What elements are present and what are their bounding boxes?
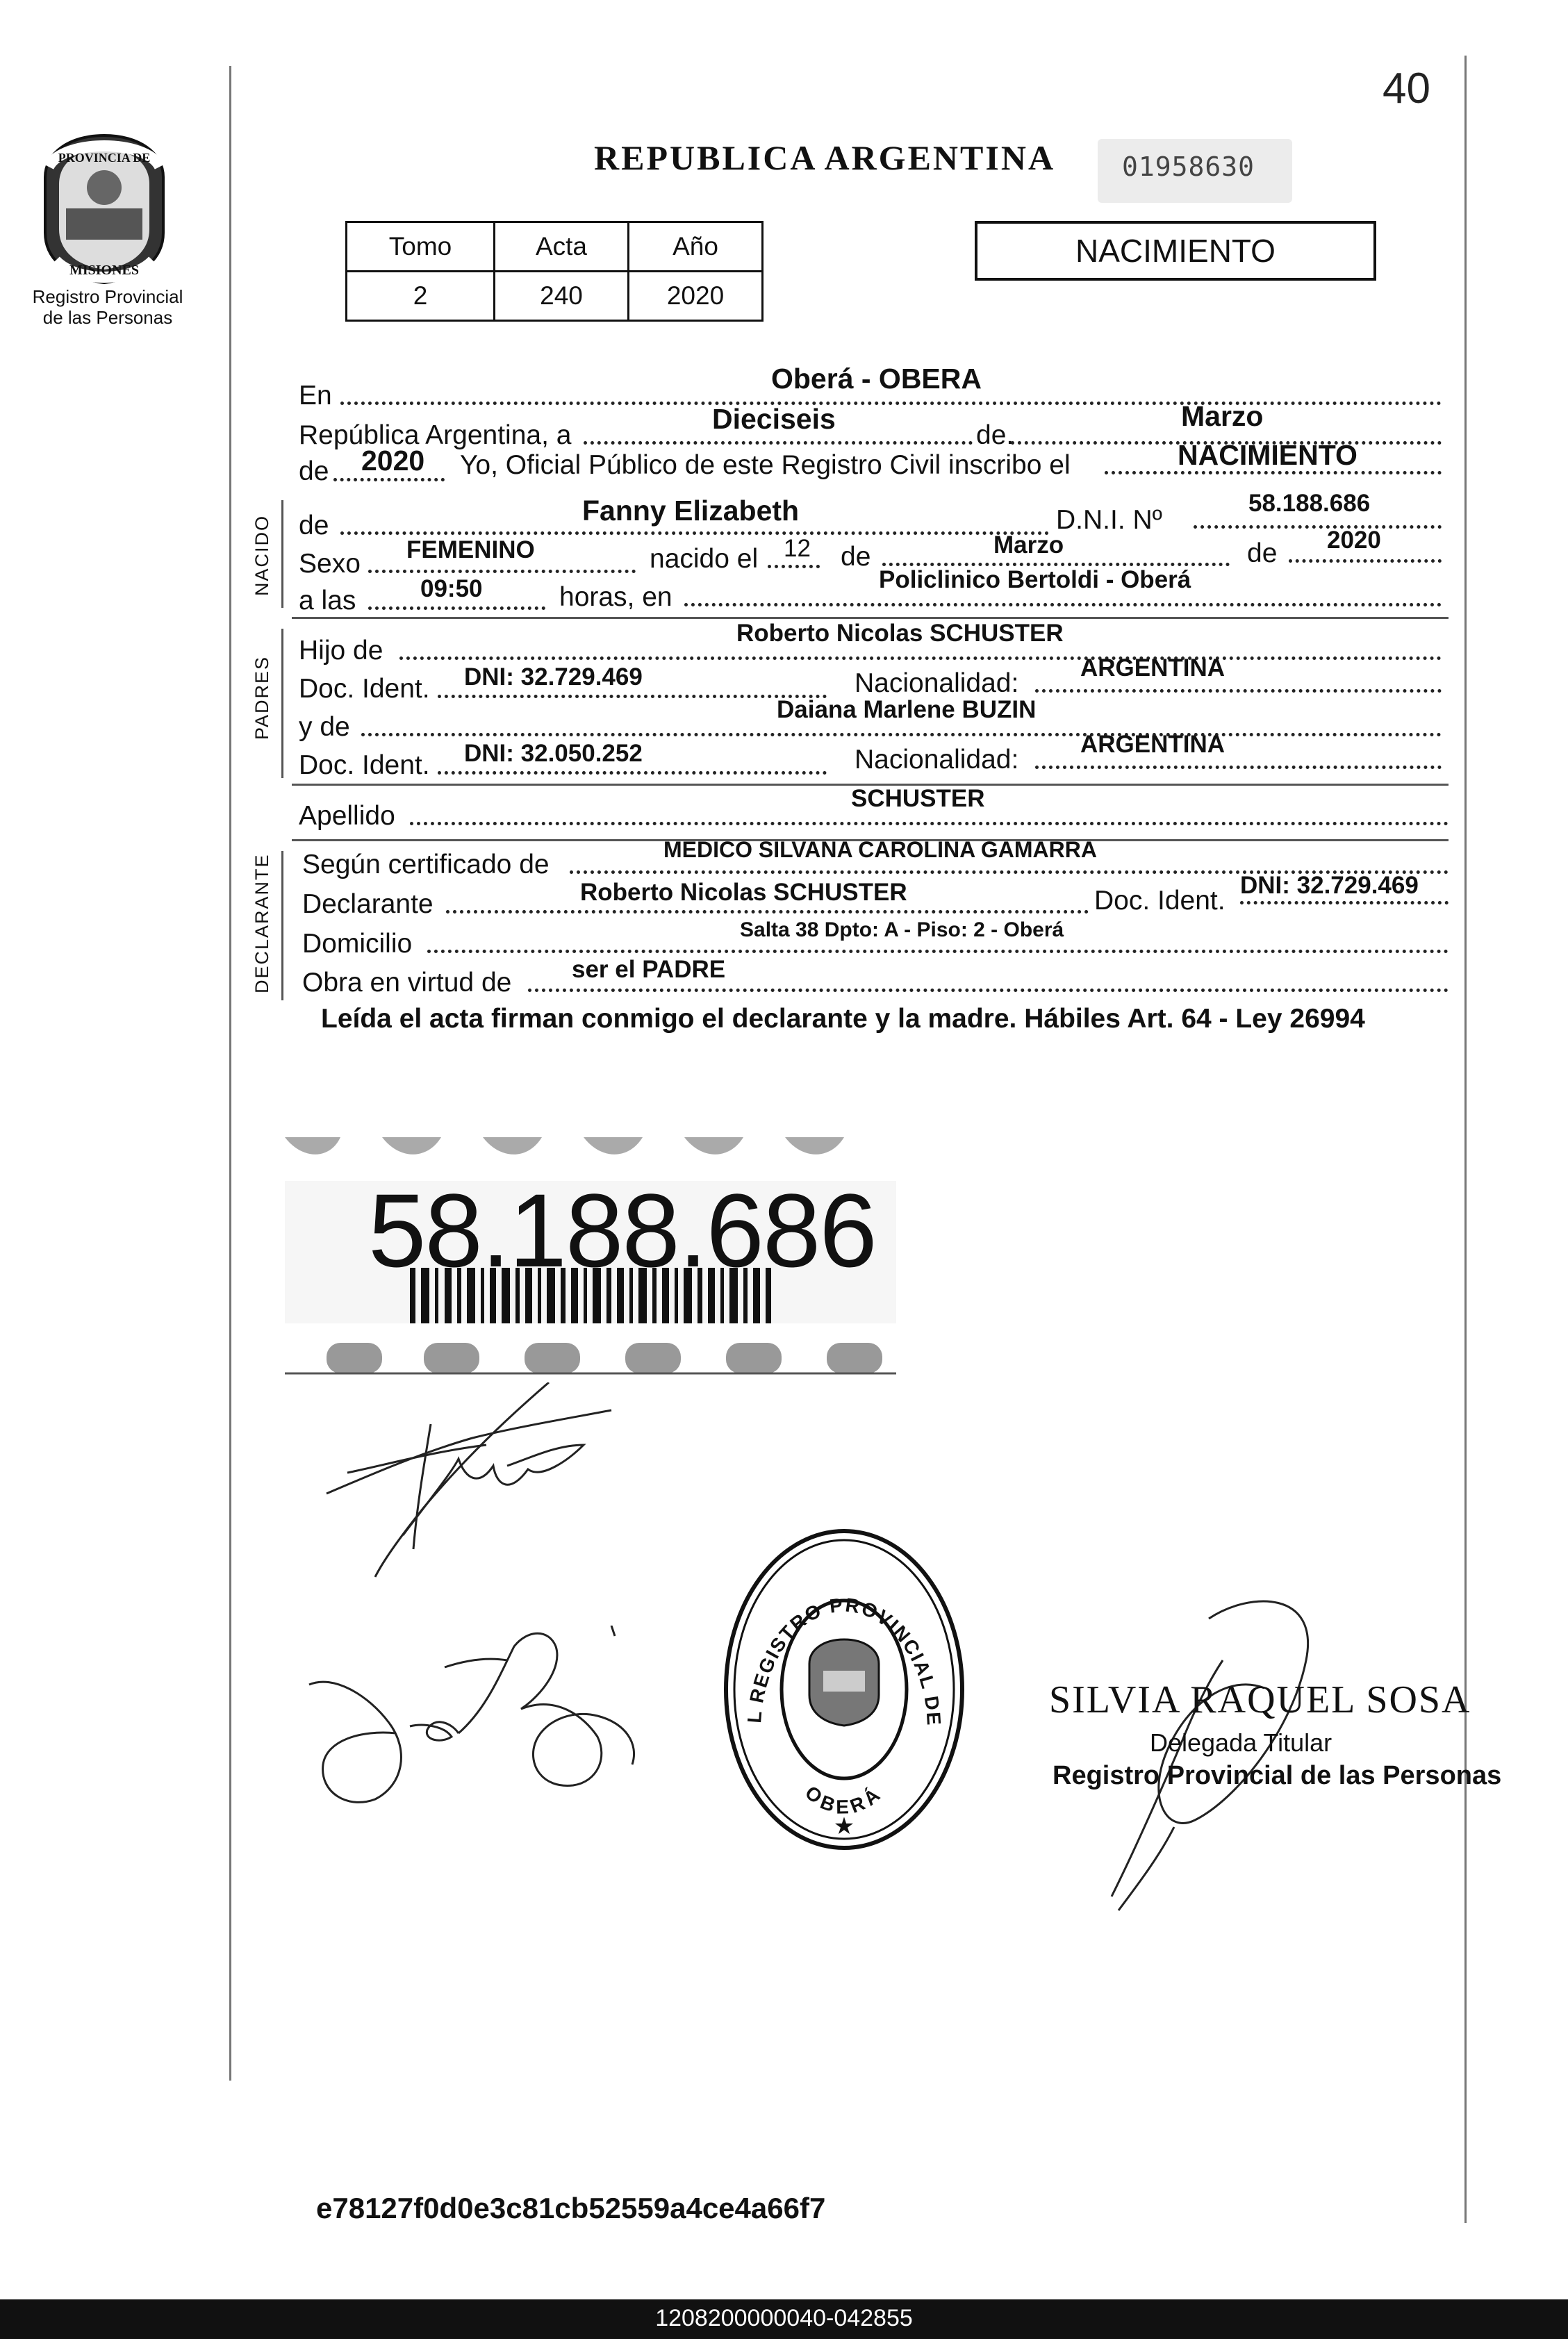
label-de-mes: de — [841, 542, 871, 572]
value-anio-nac: 2020 — [1327, 527, 1381, 554]
label-doc-ident-madre: Doc. Ident. — [299, 750, 430, 780]
dotted-line — [438, 771, 827, 775]
label-doc-ident-declarante: Doc. Ident. — [1094, 886, 1225, 916]
value-hora: 09:50 — [420, 575, 483, 602]
value-domicilio: Salta 38 Dpto: A - Piso: 2 - Oberá — [740, 918, 1064, 941]
document-title: REPUBLICA ARGENTINA — [594, 138, 1056, 177]
header-anio: Año — [629, 222, 763, 272]
dotted-line — [410, 822, 1449, 825]
dotted-line — [1194, 525, 1442, 529]
seal-bottom-text: MISIONES — [69, 263, 140, 278]
label-de-start: de — [299, 456, 329, 486]
dotted-line — [1240, 901, 1449, 904]
official-role: Delegada Titular — [1150, 1728, 1332, 1757]
label-de: de. — [976, 420, 1014, 450]
dotted-line — [361, 733, 1442, 736]
handwritten-signature-madre — [306, 1626, 667, 1813]
dotted-line — [1035, 689, 1442, 693]
record-type-box — [975, 221, 1376, 281]
dotted-line — [528, 989, 1449, 992]
label-horas-en: horas, en — [559, 582, 672, 612]
value-nombre: Fanny Elizabeth — [582, 495, 800, 527]
record-table — [345, 221, 764, 322]
record-type: NACIMIENTO — [1075, 233, 1276, 269]
stamp-seal-icon — [809, 1639, 879, 1726]
section-divider — [292, 617, 1449, 619]
dotted-line — [340, 402, 1442, 405]
label-dni: D.N.I. Nº — [1056, 505, 1162, 535]
value-mes-nac: Marzo — [993, 531, 1064, 559]
right-margin-line — [1464, 56, 1467, 2223]
value-obra: ser el PADRE — [572, 956, 726, 983]
value-madre-nac: ARGENTINA — [1080, 731, 1225, 758]
value-sexo: FEMENINO — [406, 536, 535, 563]
closing-statement: Leída el acta firman conmigo el declarante y la madre. Hábiles Art. 64 - Ley 26994 — [321, 1004, 1365, 1034]
label-yo: Yo, Oficial Público de este Registro Civil inscribo el — [460, 450, 1071, 480]
dotted-line — [368, 606, 545, 610]
value-padre-doc: DNI: 32.729.469 — [464, 663, 643, 691]
header-acta: Acta — [495, 222, 629, 272]
stamp-city-text: OBERÁ — [801, 1781, 887, 1818]
serial-number: 01958630 — [1122, 151, 1255, 182]
value-dni: 58.188.686 — [1248, 490, 1371, 517]
dotted-line — [768, 565, 820, 568]
agency-caption — [14, 286, 201, 328]
label-hijo-de: Hijo de — [299, 636, 383, 666]
label-sexo: Sexo — [299, 549, 361, 579]
value-lugar: Oberá - OBERA — [771, 363, 982, 395]
value-certificado: MEDICO SILVANA CAROLINA GAMARRA — [663, 837, 1097, 862]
handwritten-signature-declarante — [320, 1382, 625, 1591]
dotted-line — [438, 695, 827, 698]
label-nacionalidad-madre: Nacionalidad: — [855, 745, 1019, 775]
seal-top-text: PROVINCIA DE — [58, 151, 151, 165]
sticker-dni-number: 58.188.686 — [368, 1172, 876, 1289]
value-tipo: NACIMIENTO — [1178, 439, 1357, 471]
dotted-line — [427, 950, 1449, 953]
official-name: SILVIA RAQUEL SOSA — [1049, 1678, 1471, 1721]
side-label-declarante: DECLARANTE — [251, 853, 272, 993]
label-a-las: a las — [299, 586, 356, 615]
side-label-nacido: NACIDO — [251, 514, 272, 596]
value-lugar-nac: Policlinico Bertoldi - Oberá — [879, 566, 1191, 593]
bracket — [281, 629, 283, 778]
label-declarante: Declarante — [302, 889, 434, 919]
value-anio: 2020 — [361, 445, 425, 477]
bracket — [281, 500, 283, 608]
label-de-anio: de — [1247, 538, 1278, 568]
label-obra: Obra en virtud de — [302, 968, 512, 998]
value-apellido: SCHUSTER — [851, 785, 985, 812]
header-tomo: Tomo — [347, 222, 495, 272]
value-acta: 240 — [495, 272, 629, 321]
label-republica: República Argentina, a — [299, 420, 572, 450]
bracket — [281, 851, 283, 1000]
label-y-de: y de — [299, 712, 350, 742]
page-number: 40 — [1383, 65, 1430, 113]
dotted-line — [584, 441, 973, 445]
footer-code: 1208200000040-042855 — [655, 2305, 913, 2331]
misiones-seal-icon — [35, 129, 174, 288]
agency-line-2: de las Personas — [42, 307, 173, 328]
stamp-star-icon: ★ — [833, 1813, 855, 1840]
dotted-line — [684, 603, 1442, 606]
side-label-padres: PADRES — [251, 655, 272, 740]
dotted-line — [333, 478, 445, 481]
stamp-ring-text: L REGISTRO PROVINCIAL DE — [743, 1594, 946, 1728]
value-padre-nac: ARGENTINA — [1080, 654, 1225, 681]
dotted-line — [340, 531, 1049, 535]
label-apellido: Apellido — [299, 801, 395, 831]
label-domicilio: Domicilio — [302, 929, 413, 959]
dotted-line — [1289, 559, 1442, 563]
value-declarante: Roberto Nicolas SCHUSTER — [580, 879, 907, 906]
label-nacionalidad-padre: Nacionalidad: — [855, 668, 1019, 698]
value-tomo: 2 — [347, 272, 495, 321]
label-doc-ident-padre: Doc. Ident. — [299, 674, 430, 704]
value-declarante-doc: DNI: 32.729.469 — [1240, 872, 1419, 899]
value-madre: Daiana Marlene BUZIN — [777, 696, 1037, 723]
label-en: En — [299, 381, 332, 411]
value-madre-doc: DNI: 32.050.252 — [464, 740, 643, 767]
dotted-line — [446, 910, 1089, 914]
value-dia-nac: 12 — [784, 535, 811, 562]
round-stamp — [723, 1528, 966, 1851]
label-nacido-el: nacido el — [650, 544, 759, 574]
official-org: Registro Provincial de las Personas — [1053, 1761, 1502, 1790]
label-segun: Según certificado de — [302, 850, 550, 879]
document-hash: e78127f0d0e3c81cb52559a4ce4a66f7 — [316, 2192, 826, 2224]
dotted-line — [399, 656, 1442, 660]
value-anio: 2020 — [629, 272, 763, 321]
agency-line-1: Registro Provincial — [32, 286, 183, 307]
value-dia-letras: Dieciseis — [712, 403, 836, 435]
value-mes: Marzo — [1181, 400, 1264, 432]
label-de-nombre: de — [299, 511, 329, 540]
value-padre: Roberto Nicolas SCHUSTER — [736, 620, 1064, 647]
dotted-line — [1035, 766, 1442, 769]
left-margin-line — [229, 66, 231, 2081]
dotted-line — [368, 570, 636, 573]
